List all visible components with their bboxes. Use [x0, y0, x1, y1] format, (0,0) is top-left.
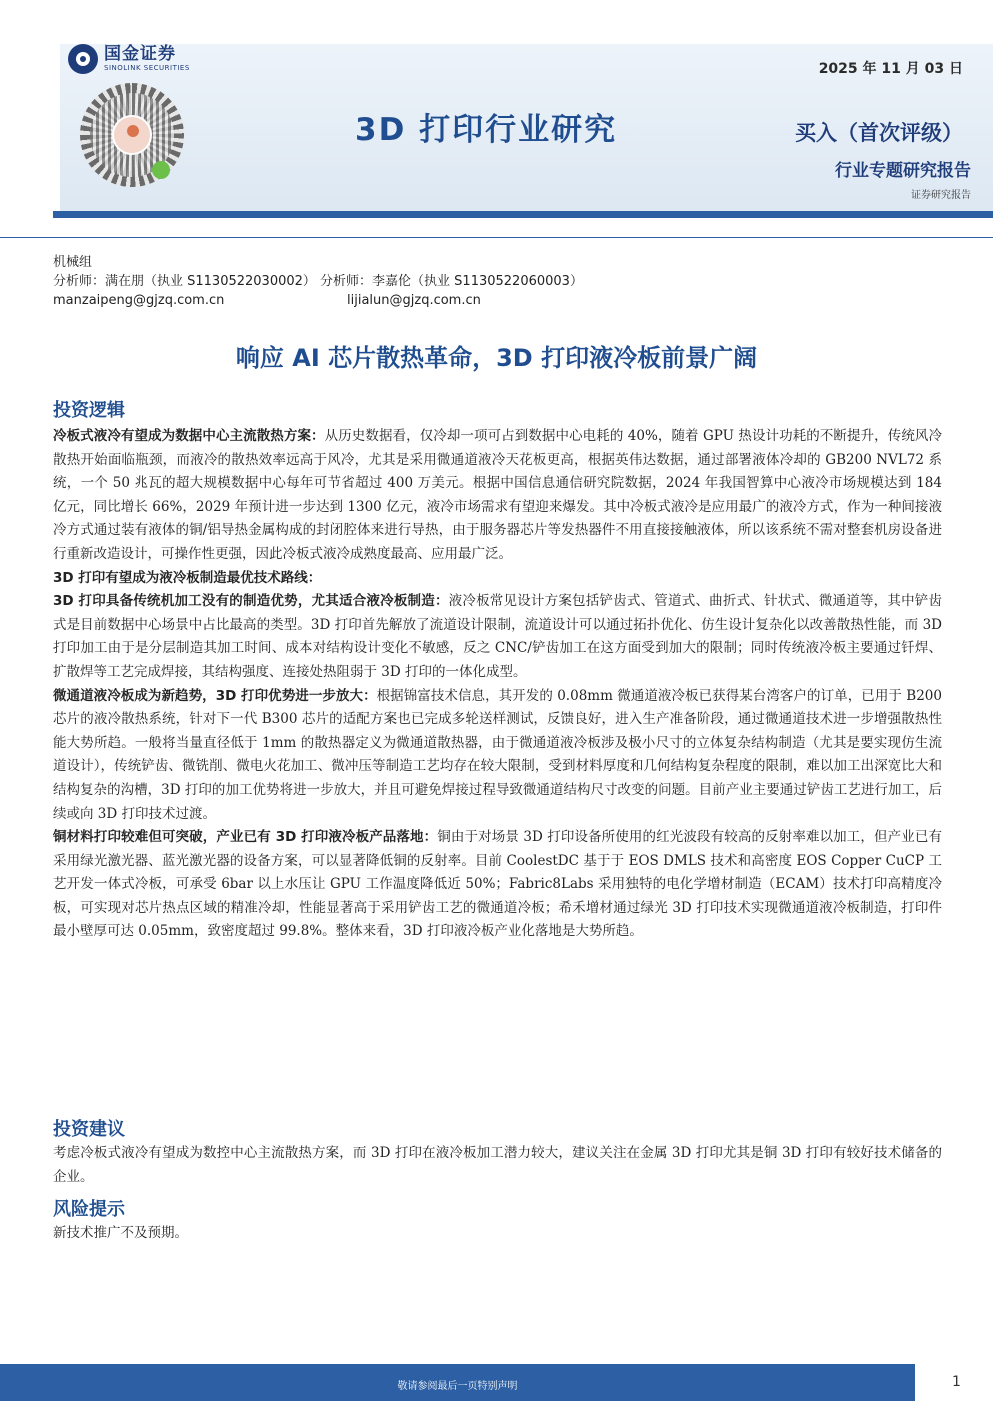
section-heading-risk: 风险提示	[53, 1199, 125, 1220]
report-headline: 响应 AI 芯片散热革命，3D 打印液冷板前景广阔	[235, 344, 758, 372]
rating-badge: 买入（首次评级）	[795, 121, 963, 145]
company-logo	[68, 44, 190, 74]
advice-text: 考虑冷板式液冷有望成为数控中心主流散热方案，而 3D 打印在液冷板加工潜力较大，建议关注在金属 3D 打印尤其是铜 3D 打印有较好技术储备的企业。	[53, 1145, 942, 1185]
paragraph-microchannel	[53, 685, 942, 827]
page-number: 1	[952, 1374, 961, 1390]
analyst-info	[53, 253, 583, 310]
logo-mark-icon	[68, 44, 98, 74]
logo-name-cn: 国金证券	[104, 44, 176, 64]
paragraph-copper	[53, 826, 942, 944]
report-category: 证券研究报告	[911, 190, 971, 201]
section-body-risk	[53, 1222, 942, 1246]
logo-text	[104, 45, 190, 73]
paragraph-lead: 冷板式液冷有望成为数据中心主流散热方案：	[53, 428, 325, 444]
report-date: 2025 年 11 月 03 日	[818, 61, 963, 77]
paragraph-advantage	[53, 590, 942, 684]
logo-name-en: SINOLINK SECURITIES	[104, 64, 190, 72]
banner-bottom-stripe	[53, 211, 993, 218]
paragraph-lead: 3D 打印具备传统机加工没有的制造优势，尤其适合液冷板制造：	[53, 593, 449, 610]
qr-badge-icon	[152, 161, 170, 179]
footer-notice[interactable]: 敬请参阅最后一页特别声明	[397, 1381, 518, 1392]
paragraph-liquid-cooling	[53, 425, 942, 567]
banner-top-stripe	[53, 34, 993, 44]
report-title: 3D 打印行业研究	[355, 112, 618, 148]
paragraph-text: 从历史数据看，仅冷却一项可占到数据中心电耗的 40%，随着 GPU 热设计功耗的不断提升，传统风冷散热开始面临瓶颈，而液冷的散热效率远高于风冷，尤其是采用微通道液冷天花板更高，根据英伟达数据，通过部署液体冷却的 GB200 NVL72 系统，一个 50 兆瓦的超大规模数据中心每年可节省超过 400 万美元。根据中国信息通信研究院数据，2024 年我国智算中心液冷市场规模达到 184 亿元，同比增长 66%，2029 年预计进一步达到 1300 亿元，液冷市场需求有望迎来爆发。其中冷板式液冷是应用最广的液冷方式，作为一种间接液冷方式通过装有液体的铜/铝导热金属构成的封闭腔体来进行导热，由于服务器芯片等发热器件不用直接接触液体，所以该系统不需对整套机房设备进行重新改造设计，可操作性更强，因此冷板式液冷成熟度最高、应用最广泛。	[53, 428, 942, 562]
qr-code-icon	[80, 83, 184, 187]
analyst-names: 分析师：满在朋（执业 S1130522030002） 分析师：李嘉伦（执业 S1130522060003）	[53, 274, 583, 289]
paragraph-text: 根据锦富技术信息，其开发的 0.08mm 微通道液冷板已获得某台湾客户的订单，已用于 B200 芯片的液冷散热系统，针对下一代 B300 芯片的适配方案也已完成多轮送样测试，反馈良好，进入生产准备阶段，通过微通道技术进一步增强散热性能大势所趋。一般将当量直径低于 1mm 的散热器定义为微通道散热器，由于微通道液冷板涉及极小尺寸的立体复杂结构制造（尤其是要实现仿生流道设计），传统铲齿、微铣削、微电火花加工、微冲压等制造工艺均存在较大限制，受到材料厚度和几何结构复杂程度的限制，难以加工出深宽比大和结构复杂的沟槽，3D 打印的加工优势将进一步放大，并且可避免焊接过程导致微通道结构尺寸改变的问题。目前产业主要通过铲齿工艺进行加工，后续或向 3D 打印技术过渡。	[53, 687, 942, 822]
section-body-advice	[53, 1142, 942, 1189]
section-heading-logic: 投资逻辑	[53, 400, 125, 421]
section-heading-advice: 投资建议	[53, 1119, 125, 1140]
analyst-emails	[53, 291, 583, 310]
paragraph-route	[53, 567, 942, 591]
paragraph-lead: 铜材料打印较难但可突破，产业已有 3D 打印液冷板产品落地：	[53, 829, 438, 846]
analyst-group: 机械组	[53, 255, 93, 270]
paragraph-lead: 微通道液冷板成为新趋势，3D 打印优势进一步放大：	[53, 687, 377, 704]
banner-left-stripe	[53, 44, 60, 211]
analyst-email-2[interactable]: lijialun@gjzq.com.cn	[347, 293, 481, 308]
analyst-email-1[interactable]: manzaipeng@gjzq.com.cn	[53, 293, 225, 308]
qr-center-logo-icon	[112, 115, 152, 155]
paragraph-text: 液冷板常见设计方案包括铲齿式、管道式、曲折式、针状式、微通道等，其中铲齿式是目前数据中心场景中占比最高的类型。3D 打印首先解放了流道设计限制，流道设计可以通过拓扑优化、仿生设计复杂化以改善散热性能，而 3D 打印加工由于是分层制造其加工时间、成本对结构设计变化不敏感，反之 CNC/铲齿加工在这方面受到加大的限制；同时传统液冷板主要通过钎焊、扩散焊等工艺完成焊接，其结构强度、连接处热阻弱于 3D 打印的一体化成型。	[53, 593, 942, 680]
paragraph-text: 铜由于对场景 3D 打印设备所使用的红光波段有较高的反射率难以加工，但产业已有采用绿光激光器、蓝光激光器的设备方案，可以显著降低铜的反射率。目前 CoolestDC 基于于 EOS DMLS 技术和高密度 EOS Copper CuCP 工艺开发一体式冷板，可承受 6bar 以上水压让 GPU 工作温度降低近 50%；Fabric8Labs 采用独特的电化学增材制造（ECAM）技术打印高精度冷板，可实现对芯片热点区域的精准冷却，性能显著高于采用铲齿工艺的微通道冷板；希禾增材通过绿光 3D 打印技术实现微通道液冷板制造，打印件最小壁厚可达 0.05mm，致密度超过 99.8%。整体来看，3D 打印液冷板产业化落地是大势所趋。	[53, 829, 942, 940]
report-type: 行业专题研究报告	[835, 161, 971, 181]
header-divider	[0, 237, 993, 238]
risk-text: 新技术推广不及预期。	[53, 1225, 188, 1241]
section-body-logic	[53, 425, 942, 944]
paragraph-lead: 3D 打印有望成为液冷板制造最优技术路线：	[53, 569, 322, 586]
